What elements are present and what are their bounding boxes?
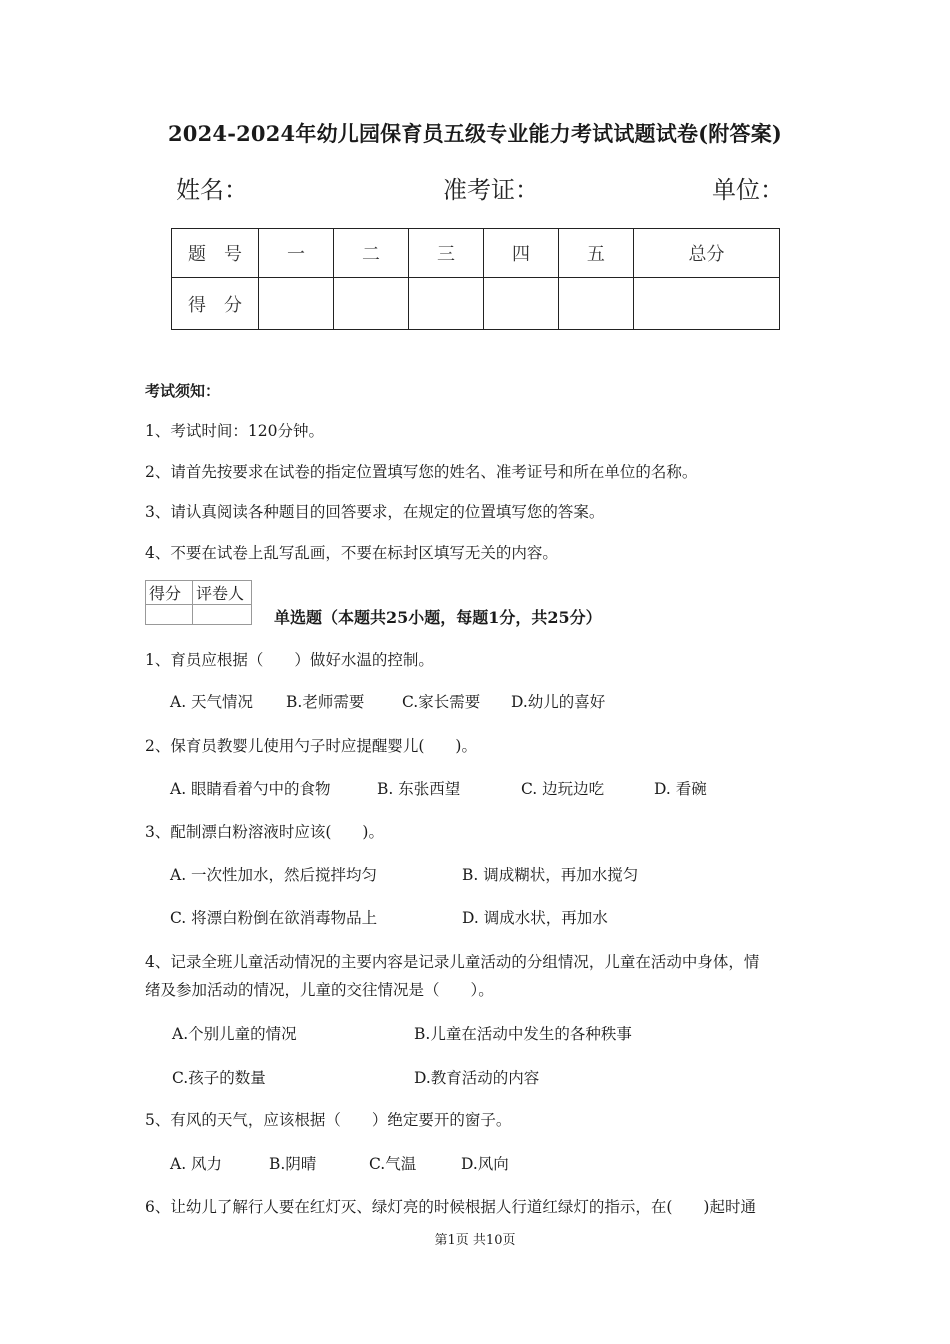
page-footer: 第1页 共10页 [434,1233,516,1248]
option-a[interactable]: A. 眼睛看着勺中的食物 [170,780,331,798]
score-cell[interactable] [259,278,334,330]
option-b[interactable]: B. 调成糊状，再加水搅匀 [462,866,639,884]
exam-id-label: 准考证： [443,176,539,204]
score-header-cell: 四 [483,229,558,278]
score-header-cell: 一 [259,229,334,278]
option-b[interactable]: B. 东张西望 [377,780,461,798]
score-cell[interactable] [408,278,483,330]
question-stem: 绪及参加活动的情况，儿童的交往情况是（ ）。 [145,981,494,999]
question-stem: 5、有风的天气，应该根据（ ）绝定要开的窗子。 [145,1111,512,1129]
question-stem: 3、配制漂白粉溶液时应该( )。 [145,823,384,841]
question-stem: 1、育员应根据（ ）做好水温的控制。 [145,651,434,669]
option-c[interactable]: C. 将漂白粉倒在欲消毒物品上 [170,909,378,927]
score-header-cell: 五 [558,229,633,278]
option-d[interactable]: D. 调成水状，再加水 [462,909,608,927]
grader-box [145,580,252,625]
score-cell[interactable] [633,278,779,330]
notice-item: 2、请首先按要求在试卷的指定位置填写您的姓名、准考证号和所在单位的名称。 [145,463,698,481]
option-c[interactable]: C.气温 [369,1155,417,1173]
option-b[interactable]: B.阴晴 [269,1155,317,1173]
notice-item: 1、考试时间：120分钟。 [145,422,324,440]
score-header-cell: 题 号 [172,229,259,278]
name-label: 姓名： [176,176,248,204]
score-table-header-row [172,229,780,278]
question-stem: 6、让幼儿了解行人要在红灯灭、绿灯亮的时候根据人行道红绿灯的指示，在( )起时通 [145,1198,756,1216]
grader-score-cell[interactable] [146,605,193,625]
grader-name-label: 评卷人 [193,581,252,605]
option-a[interactable]: A. 风力 [170,1155,223,1173]
score-header-cell: 总分 [633,229,779,278]
question-stem: 4、记录全班儿童活动情况的主要内容是记录儿童活动的分组情况，儿童在活动中身体，情 [145,953,760,971]
score-cell[interactable] [333,278,408,330]
option-a[interactable]: A. 天气情况 [170,693,254,711]
score-header-cell: 三 [408,229,483,278]
score-row-label: 得 分 [172,278,259,330]
score-cell[interactable] [483,278,558,330]
option-b[interactable]: B.老师需要 [286,693,365,711]
question-stem: 2、保育员教婴儿使用勺子时应提醒婴儿( )。 [145,737,477,755]
unit-label: 单位： [712,176,784,204]
option-d[interactable]: D.幼儿的喜好 [511,693,606,711]
option-a[interactable]: A.个别儿童的情况 [172,1025,297,1043]
score-header-cell: 二 [333,229,408,278]
score-table-score-row [172,278,780,330]
section-title: 单选题（本题共25小题，每题1分，共25分） [274,608,602,627]
option-d[interactable]: D. 看碗 [654,780,707,798]
option-a[interactable]: A. 一次性加水，然后搅拌均匀 [170,866,378,884]
score-table [171,228,780,330]
notice-item: 3、请认真阅读各种题目的回答要求，在规定的位置填写您的答案。 [145,503,605,521]
option-c[interactable]: C.孩子的数量 [172,1069,266,1087]
score-cell[interactable] [558,278,633,330]
option-d[interactable]: D.风向 [461,1155,509,1173]
option-c[interactable]: C. 边玩边吃 [521,780,605,798]
option-b[interactable]: B.儿童在活动中发生的各种秩事 [414,1025,632,1043]
notice-item: 4、不要在试卷上乱写乱画，不要在标封区填写无关的内容。 [145,544,558,562]
exam-title: 2024-2024年幼儿园保育员五级专业能力考试试题试卷(附答案) [167,121,783,146]
grader-name-cell[interactable] [193,605,252,625]
notice-heading: 考试须知： [145,382,221,400]
option-c[interactable]: C.家长需要 [402,693,481,711]
grader-score-label: 得分 [146,581,193,605]
option-d[interactable]: D.教育活动的内容 [414,1069,540,1087]
